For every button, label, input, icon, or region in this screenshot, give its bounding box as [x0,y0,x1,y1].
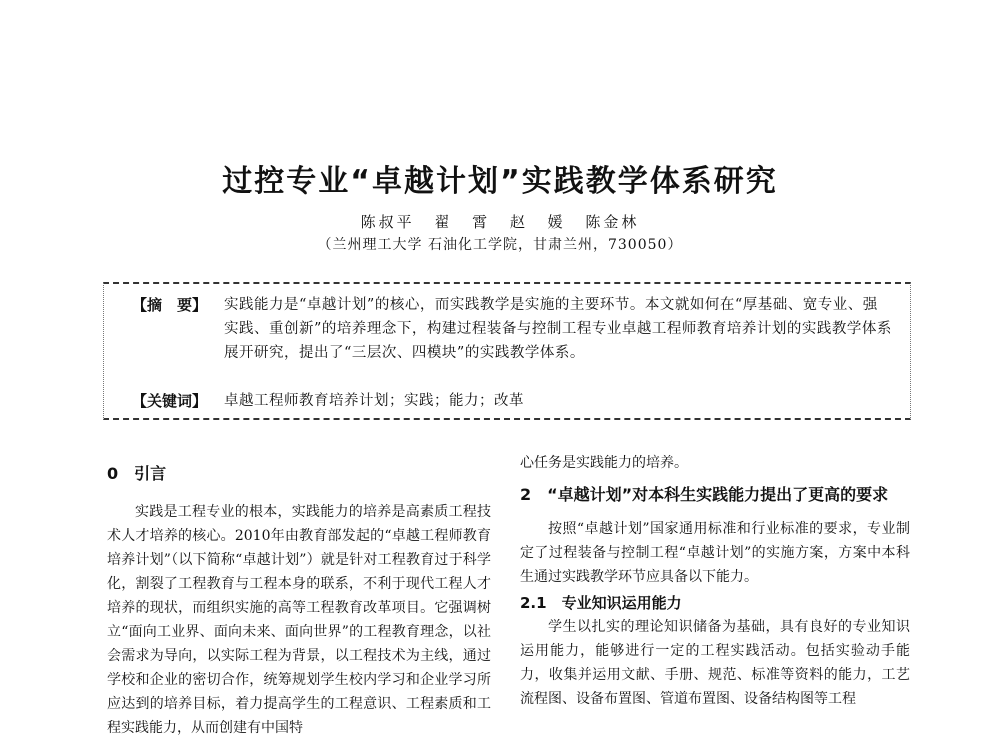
subsection-2-1-paragraph: 学生以扎实的理论知识储备为基础，具有良好的专业知识运用能力，能够进行一定的工程实践活动。包括实验动手能力，收集并运用文献、手册、规范、标准等资料的能力，工艺流程图、设备布置图、管道布置图、设备结构图等工程 [520,619,910,707]
paper-title: 过控专业“卓越计划”实践教学体系研究 [222,164,778,199]
subsection-heading-2-1: 2.1 专业知识运用能力 [520,594,682,612]
right-column [520,451,910,711]
introduction-paragraph: 实践是工程专业的根本，实践能力的培养是高素质工程技术人才培养的核心。2010年由教育部发起的“卓越工程师教育培养计划”（以下简称“卓越计划”）就是针对工程教育过于科学化，割裂了工程教育与工程本身的联系，不利于现代工程人才培养的现状，而组织实施的高等工程教育改革项目。它强调树立“面向工业界、面向未来、面向世界”的工程教育理念，以社会需求为导向，以实际工程为背景，以工程技术为主线，通过学校和企业的密切合作，统筹规划学生校内学习和企业学习所应达到的培养目标，着力提高学生的工程意识、工程素质和工程实践能力，从而创建有中国特 [107,504,491,736]
left-column [107,462,491,740]
paper-affiliation: （兰州理工大学 石油化工学院，甘肃兰州，730050） [317,237,683,253]
section-heading-2: 2 “卓越计划”对本科生实践能力提出了更高的要求 [520,485,889,504]
continuation-text: 心任务是实践能力的培养。 [520,455,688,471]
abstract-label: 【摘 要】 [132,296,208,314]
paper-authors: 陈叔平 翟 霄 赵 媛 陈金林 [360,213,640,231]
abstract-text: 实践能力是“卓越计划”的核心，而实践教学是实施的主要环节。本文就如何在“厚基础、宽专业、强实践、重创新”的培养理念下，构建过程装备与控制工程专业卓越工程师教育培养计划的实践教学体系展开研究，提出了“三层次、四模块”的实践教学体系。 [224,297,892,361]
keywords-label: 【关键词】 [132,392,208,410]
section-2-paragraph: 按照“卓越计划”国家通用标准和行业标准的要求，专业制定了过程装备与控制工程“卓越计划”的实施方案，方案中本科生通过实践教学环节应具备以下能力。 [520,521,910,585]
section-heading-introduction: 0 引言 [107,464,167,483]
keywords-text: 卓越工程师教育培养计划；实践；能力；改革 [224,393,524,409]
